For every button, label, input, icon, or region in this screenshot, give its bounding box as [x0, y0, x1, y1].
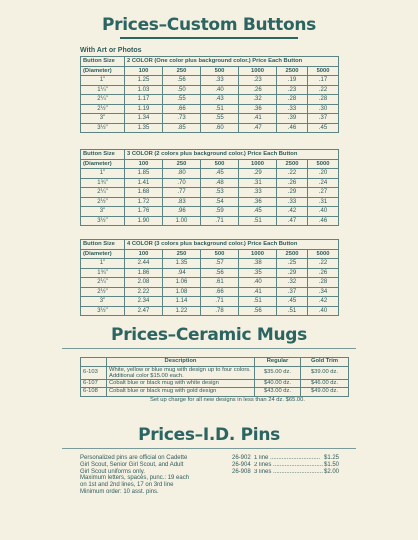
- pins-description: [80, 455, 230, 496]
- price-cell: .51: [201, 104, 239, 114]
- color-description-header: 3 COLOR (2 colors plus background color.) Price Each Button: [125, 150, 339, 160]
- table-row: [81, 306, 339, 316]
- table-row: [81, 197, 339, 207]
- price-cell: 1.90: [125, 216, 163, 226]
- mugs-setup-row: [81, 396, 349, 404]
- price-cell: .47: [277, 216, 308, 226]
- button-size: 3": [81, 207, 125, 217]
- pin-code: 26-908: [232, 468, 251, 475]
- price-cell: .70: [163, 178, 201, 188]
- price-cell: .45: [201, 169, 239, 179]
- quantity-header: 2500: [277, 66, 308, 76]
- pin-code: 26-902: [232, 455, 251, 461]
- pins-description-line: Girl Scout, Senior Girl Scout, and Adult: [80, 461, 184, 468]
- mug-regular-price: $43.00 dz.: [255, 388, 301, 397]
- price-cell: .61: [201, 278, 239, 288]
- price-cell: .40: [239, 278, 277, 288]
- price-cell: .48: [201, 178, 239, 188]
- quantity-header: 1000: [239, 249, 277, 259]
- pin-code: 26-904: [232, 461, 251, 468]
- button-size: 3": [81, 297, 125, 307]
- price-cell: .53: [201, 188, 239, 198]
- price-cell: .17: [308, 76, 339, 86]
- pins-description-line: Girl Scout uniforms only.: [80, 468, 145, 475]
- table-row: [81, 297, 339, 307]
- quantity-header: 500: [201, 66, 239, 76]
- pin-price-row: [232, 455, 352, 462]
- table-row: [81, 123, 339, 133]
- pins-description-line: Maximum letters, spaces, punc.: 19 each: [80, 475, 190, 482]
- button-size-header: Button Size: [81, 150, 125, 160]
- price-cell: .29: [277, 188, 308, 198]
- price-cell: .60: [201, 123, 239, 133]
- price-cell: .43: [201, 95, 239, 105]
- quantity-header: 5000: [308, 66, 339, 76]
- button-size-header: Button Size: [81, 57, 125, 67]
- price-cell: .96: [163, 207, 201, 217]
- quantity-header: 100: [125, 66, 163, 76]
- price-cell: .36: [239, 104, 277, 114]
- button-size: 3½": [81, 306, 125, 316]
- color-description-header: 4 COLOR (3 colors plus background color.) Price Each Button: [125, 240, 339, 250]
- mugs-description-header: Description: [107, 358, 255, 367]
- price-cell: .94: [163, 268, 201, 278]
- custom-buttons-underline: [120, 37, 298, 39]
- button-size: 2¼": [81, 95, 125, 105]
- price-cell: 2.34: [125, 297, 163, 307]
- mug-regular-price: $40.00 dz.: [255, 379, 301, 388]
- price-cell: .51: [239, 297, 277, 307]
- pin-label: 3 lines ..............................: [254, 468, 324, 475]
- table-row: [81, 104, 339, 114]
- button-size: 1¾": [81, 178, 125, 188]
- quantity-header: 5000: [308, 249, 339, 259]
- price-cell: .55: [163, 95, 201, 105]
- price-cell: .19: [277, 76, 308, 86]
- price-cell: .38: [239, 259, 277, 269]
- price-cell: 2.47: [125, 306, 163, 316]
- price-cell: .47: [239, 123, 277, 133]
- price-cell: .55: [201, 114, 239, 124]
- price-cell: .29: [277, 268, 308, 278]
- price-cell: .27: [308, 188, 339, 198]
- pins-description-line: Personalized pins are official on Cadette: [80, 455, 188, 461]
- id-pins-title: Prices–I.D. Pins: [138, 425, 280, 445]
- price-cell: .29: [239, 169, 277, 179]
- pin-price: $1.25: [324, 455, 340, 461]
- button-size: 3½": [81, 216, 125, 226]
- pins-description-line: Minimum order: 10 asst. pins.: [80, 488, 159, 495]
- table-row: [81, 207, 339, 217]
- mugs-row: [81, 379, 349, 388]
- pin-price: $1.50: [324, 461, 340, 468]
- mugs-gold-header: Gold Trim: [301, 358, 349, 367]
- price-cell: .56: [163, 76, 201, 86]
- price-cell: .20: [308, 169, 339, 179]
- price-cell: .59: [201, 207, 239, 217]
- mug-code: 6-103: [81, 366, 107, 379]
- button-size: 3": [81, 114, 125, 124]
- diameter-header: (Diameter): [81, 249, 125, 259]
- button-size: 2¼": [81, 278, 125, 288]
- mug-code: 6-108: [81, 388, 107, 397]
- price-cell: .25: [277, 259, 308, 269]
- price-cell: .41: [239, 287, 277, 297]
- pins-divider: [62, 448, 356, 449]
- quantity-header: 1000: [239, 159, 277, 169]
- table-row: [81, 178, 339, 188]
- price-cell: .35: [239, 268, 277, 278]
- price-cell: .40: [201, 85, 239, 95]
- quantity-header: 250: [163, 66, 201, 76]
- ceramic-mugs-title: Prices–Ceramic Mugs: [111, 325, 307, 345]
- button-size: 1": [81, 259, 125, 269]
- price-cell: .36: [239, 197, 277, 207]
- price-cell: .78: [201, 306, 239, 316]
- table-row: [81, 169, 339, 179]
- price-cell: .31: [308, 197, 339, 207]
- price-cell: .54: [201, 197, 239, 207]
- price-cell: .45: [239, 207, 277, 217]
- price-cell: 1.34: [125, 114, 163, 124]
- price-cell: 1.08: [163, 287, 201, 297]
- price-cell: .28: [308, 278, 339, 288]
- price-cell: .28: [277, 95, 308, 105]
- table-header-row: [81, 150, 339, 160]
- price-cell: .33: [239, 188, 277, 198]
- mug-gold-price: $46.00 dz.: [301, 379, 349, 388]
- quantity-header: 250: [163, 249, 201, 259]
- art-photos-note: With Art or Photos: [80, 47, 142, 54]
- price-cell: .31: [239, 178, 277, 188]
- price-cell: .71: [201, 297, 239, 307]
- color-description-header: 2 COLOR (One color plus background color.) Price Each Button: [125, 57, 339, 67]
- pin-price-row: [232, 469, 352, 476]
- quantity-header-row: [81, 66, 339, 76]
- price-cell: 1.19: [125, 104, 163, 114]
- button-size: 2½": [81, 104, 125, 114]
- button-size: 1": [81, 76, 125, 86]
- price-cell: .50: [163, 85, 201, 95]
- price-cell: .85: [163, 123, 201, 133]
- price-cell: .77: [163, 188, 201, 198]
- price-cell: 1.25: [125, 76, 163, 86]
- quantity-header-row: [81, 159, 339, 169]
- pin-label: 1 line ..............................: [254, 455, 321, 461]
- table-row: [81, 85, 339, 95]
- table-row: [81, 259, 339, 269]
- mugs-price-table: [80, 357, 349, 404]
- mugs-code-header: [81, 358, 107, 367]
- quantity-header: 2500: [277, 159, 308, 169]
- price-cell: .30: [308, 104, 339, 114]
- price-cell: 1.72: [125, 197, 163, 207]
- quantity-header: 5000: [308, 159, 339, 169]
- table-header-row: [81, 57, 339, 67]
- price-cell: 1.14: [163, 297, 201, 307]
- price-cell: 1.35: [125, 123, 163, 133]
- price-cell: 1.06: [163, 278, 201, 288]
- table-row: [81, 216, 339, 226]
- price-cell: .37: [277, 287, 308, 297]
- mug-gold-price: $49.00 dz.: [301, 388, 349, 397]
- table-header-row: [81, 240, 339, 250]
- quantity-header: 500: [201, 159, 239, 169]
- button-size: 1": [81, 169, 125, 179]
- mugs-setup-note: Set up charge for all new designs in less than 24 dz. $65.00.: [149, 396, 305, 403]
- table-row: [81, 188, 339, 198]
- price-cell: .66: [201, 287, 239, 297]
- mug-description: White, yellow or blue mug with design up to four colors. Additional color $15.00 each.: [107, 366, 255, 379]
- price-cell: 1.22: [163, 306, 201, 316]
- price-cell: .51: [239, 216, 277, 226]
- button-size: 3½": [81, 123, 125, 133]
- price-cell: .23: [239, 76, 277, 86]
- button-size: 2½": [81, 197, 125, 207]
- price-cell: .26: [277, 178, 308, 188]
- price-cell: 1.17: [125, 95, 163, 105]
- pin-price: $2.00: [324, 468, 340, 475]
- diameter-header: (Diameter): [81, 159, 125, 169]
- two-color-price-table: [80, 56, 339, 133]
- mugs-row: [81, 366, 349, 379]
- table-row: [81, 278, 339, 288]
- price-cell: 1.35: [163, 259, 201, 269]
- mugs-header-row: [81, 358, 349, 367]
- price-cell: .23: [277, 85, 308, 95]
- button-size: 1¼": [81, 85, 125, 95]
- mugs-divider: [62, 348, 356, 349]
- price-cell: 1.41: [125, 178, 163, 188]
- price-cell: .45: [308, 123, 339, 133]
- price-cell: .71: [201, 216, 239, 226]
- price-cell: 1.68: [125, 188, 163, 198]
- price-cell: .41: [239, 114, 277, 124]
- table-row: [81, 268, 339, 278]
- table-row: [81, 287, 339, 297]
- quantity-header: 100: [125, 159, 163, 169]
- pins-price-list: [232, 455, 352, 475]
- price-cell: .83: [163, 197, 201, 207]
- price-cell: .66: [163, 104, 201, 114]
- price-cell: 2.44: [125, 259, 163, 269]
- price-cell: .22: [308, 259, 339, 269]
- price-cell: .22: [308, 85, 339, 95]
- price-cell: .46: [308, 216, 339, 226]
- price-cell: .40: [308, 306, 339, 316]
- price-cell: .80: [163, 169, 201, 179]
- price-cell: .26: [308, 268, 339, 278]
- mug-gold-price: $39.00 dz.: [301, 366, 349, 379]
- price-cell: 1.03: [125, 85, 163, 95]
- three-color-price-table: [80, 149, 339, 226]
- mugs-regular-header: Regular: [255, 358, 301, 367]
- table-row: [81, 114, 339, 124]
- price-cell: .37: [308, 114, 339, 124]
- price-cell: 1.00: [163, 216, 201, 226]
- price-cell: .24: [308, 178, 339, 188]
- pins-description-line: on 1st and 2nd lines, 17 on 3rd line: [80, 482, 174, 489]
- price-cell: .22: [277, 169, 308, 179]
- price-cell: 1.76: [125, 207, 163, 217]
- price-cell: .57: [201, 259, 239, 269]
- price-cell: .26: [239, 85, 277, 95]
- price-cell: .34: [308, 287, 339, 297]
- mug-code: 6-107: [81, 379, 107, 388]
- price-cell: .32: [239, 95, 277, 105]
- diameter-header: (Diameter): [81, 66, 125, 76]
- table-row: [81, 76, 339, 86]
- quantity-header: 100: [125, 249, 163, 259]
- pin-label: 2 lines ..............................: [254, 461, 324, 468]
- table-row: [81, 95, 339, 105]
- price-cell: .73: [163, 114, 201, 124]
- quantity-header: 250: [163, 159, 201, 169]
- mug-description: Cobalt blue or black mug with white design: [107, 379, 255, 388]
- mugs-row: [81, 388, 349, 397]
- price-cell: .33: [277, 104, 308, 114]
- button-size-header: Button Size: [81, 240, 125, 250]
- price-cell: .46: [277, 123, 308, 133]
- pin-price-row: [232, 462, 352, 469]
- button-size: 2¼": [81, 188, 125, 198]
- price-cell: .56: [239, 306, 277, 316]
- price-cell: 2.22: [125, 287, 163, 297]
- price-cell: .39: [277, 114, 308, 124]
- quantity-header: 500: [201, 249, 239, 259]
- price-cell: .51: [277, 306, 308, 316]
- price-cell: .28: [308, 95, 339, 105]
- price-cell: .56: [201, 268, 239, 278]
- four-color-price-table: [80, 239, 339, 316]
- quantity-header-row: [81, 249, 339, 259]
- price-cell: .45: [277, 297, 308, 307]
- price-cell: 1.85: [125, 169, 163, 179]
- price-cell: .42: [308, 297, 339, 307]
- price-cell: .33: [277, 197, 308, 207]
- mug-description: Cobalt blue or black mug with gold design: [107, 388, 255, 397]
- price-cell: 2.08: [125, 278, 163, 288]
- button-size: 2½": [81, 287, 125, 297]
- mug-regular-price: $35.00 dz.: [255, 366, 301, 379]
- quantity-header: 2500: [277, 249, 308, 259]
- price-cell: 1.86: [125, 268, 163, 278]
- button-size: 1¾": [81, 268, 125, 278]
- price-cell: .40: [308, 207, 339, 217]
- price-cell: .33: [201, 76, 239, 86]
- custom-buttons-title: Prices–Custom Buttons: [102, 15, 316, 35]
- price-cell: .32: [277, 278, 308, 288]
- quantity-header: 1000: [239, 66, 277, 76]
- price-cell: .42: [277, 207, 308, 217]
